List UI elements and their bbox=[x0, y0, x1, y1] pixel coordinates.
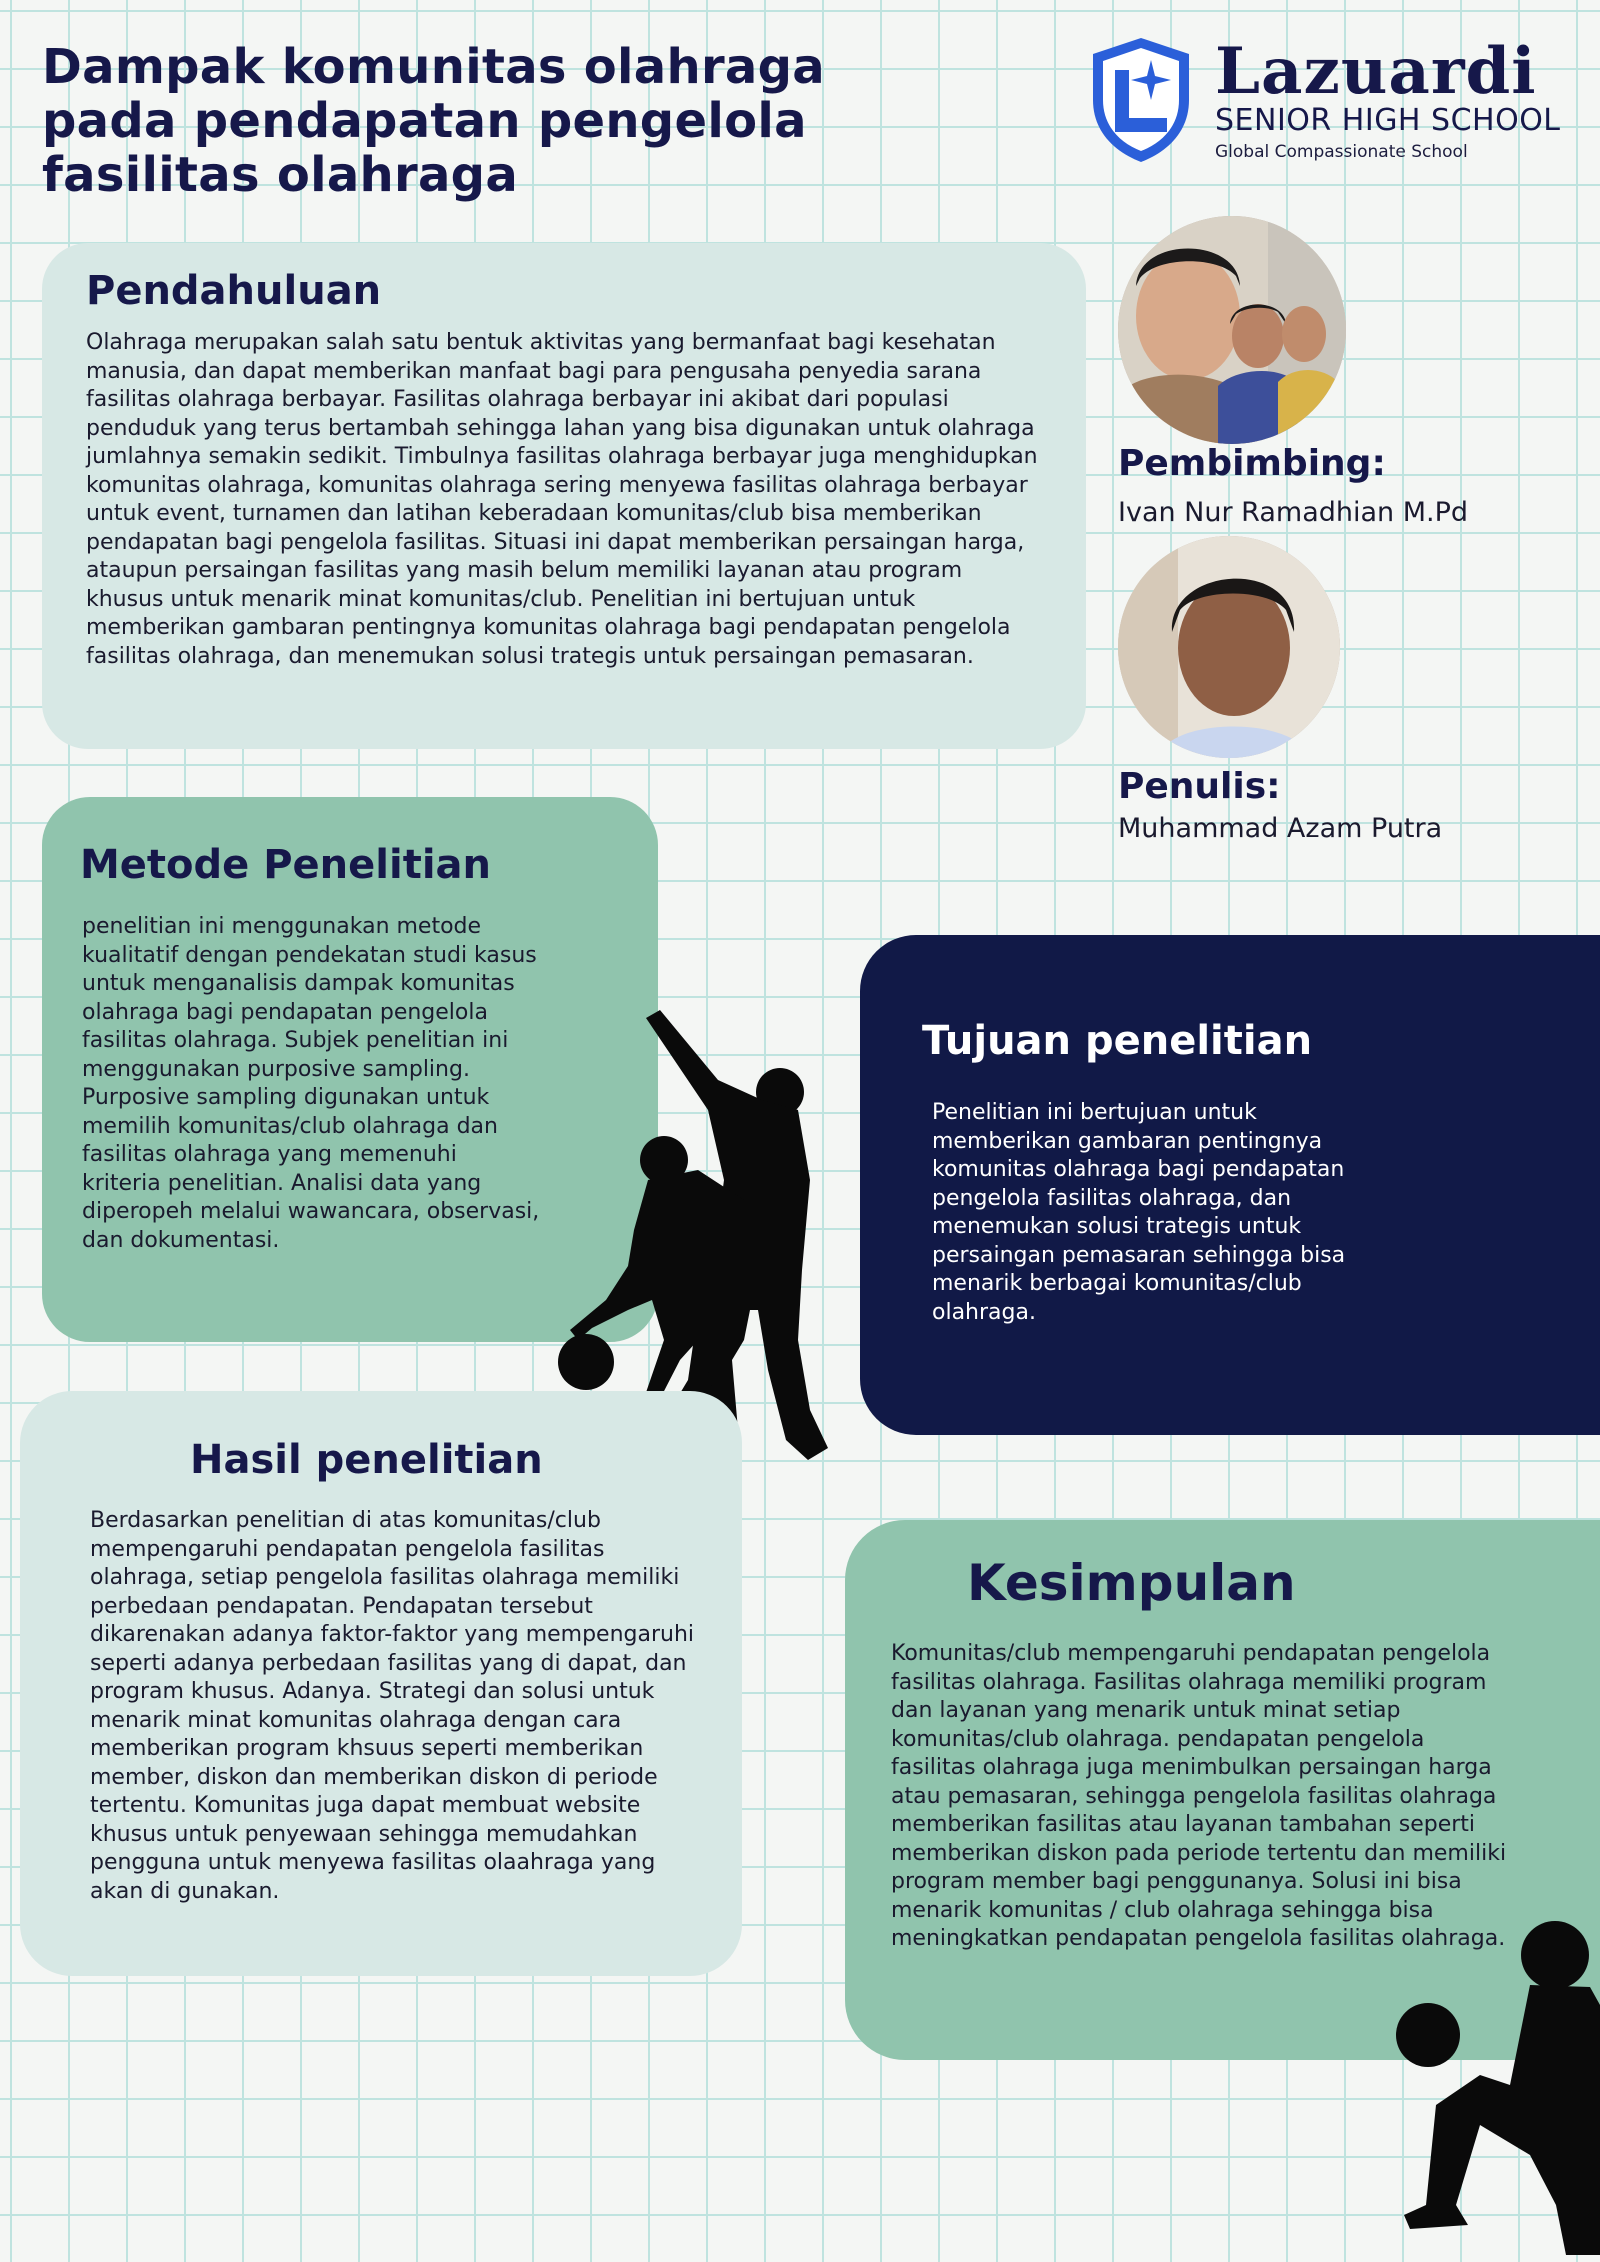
tujuan-heading: Tujuan penelitian bbox=[922, 1018, 1313, 1064]
pendahuluan-body: Olahraga merupakan salah satu bentuk aktivitas yang bermanfaat bagi kesehatan manusia, dan dapat memberikan manfaat bagi para pengusaha penyedia sarana fasilitas olahraga berbayar. Fasilitas olahraga berbayar ini akibat dari populasi penduduk yang terus bertambah sehingga lahan yang bisa digunakan untuk olahraga jumlahnya semakin sedikit. Timbulnya fasilitas olahraga berbayar juga menghidupkan komunitas olahraga, komunitas olahraga sering menyewa fasilitas olahraga berbayar untuk event, turnamen dan latihan keberadaan komunitas/club bisa memberikan pendapatan bagi pengelola fasilitas. Situasi ini dapat memberikan persaingan harga, ataupun persaingan fasilitas yang masih belum memiliki layanan atau program khusus untuk menarik minat komunitas/club. Penelitian ini bertujuan untuk memberikan gambaran pentingnya komunitas olahraga bagi pendapatan pengelola fasilitas olahraga, dan menemukan solusi trategis untuk persaingan pemasaran. bbox=[86, 330, 1038, 669]
supervisor-name: Ivan Nur Ramadhian M.Pd bbox=[1118, 497, 1469, 528]
logo-subtitle: SENIOR HIGH SCHOOL bbox=[1215, 103, 1561, 138]
logo-name: Lazuardi bbox=[1215, 34, 1537, 109]
author-name: Muhammad Azam Putra bbox=[1118, 813, 1443, 844]
metode-body: penelitian ini menggunakan metode kualitatif dengan pendekatan studi kasus untuk menganalisis dampak komunitas olahraga bagi pendapatan pengelola fasilitas olahraga. Subjek penelitian ini menggunakan purposive sampling. Purposive sampling digunakan untuk memilih komunitas/club olahraga dan fasilitas olahraga yang memenuhi kriteria penelitian. Analisi data yang diperopeh melalui wawancara, observasi, dan dokumentasi. bbox=[82, 914, 540, 1253]
hasil-heading: Hasil penelitian bbox=[190, 1437, 543, 1483]
metode-heading: Metode Penelitian bbox=[80, 842, 491, 888]
tujuan-body: Penelitian ini bertujuan untuk memberikan gambaran pentingnya komunitas olahraga bagi pendapatan pengelola fasilitas olahraga, dan menemukan solusi trategis untuk persaingan pemasaran sehingga bisa menarik berbagai komunitas/club olahraga. bbox=[932, 1100, 1346, 1325]
kesimpulan-heading: Kesimpulan bbox=[967, 1554, 1296, 1612]
football-player-silhouette-icon bbox=[1380, 1915, 1600, 2255]
pendahuluan-card bbox=[42, 243, 1086, 749]
pendahuluan-heading: Pendahuluan bbox=[86, 268, 382, 314]
poster-title: Dampak komunitas olahraga pada pendapatan pengelola fasilitas olahraga bbox=[42, 39, 825, 203]
kesimpulan-body: Komunitas/club mempengaruhi pendapatan pengelola fasilitas olahraga. Fasilitas olahraga memiliki program dan layanan yang menarik untuk minat setiap komunitas/club olahraga. pendapatan pengelola fasilitas olahraga juga menimbulkan persaingan harga atau pemasaran, sehingga pengelola fasilitas olahraga memberikan fasilitas atau layanan tambahan seperti memberikan diskon pada periode tertentu dan memiliki program member bagi penggunanya. Solusi ini bisa menarik komunitas / club olahraga sehingga bisa meningkatkan pendapatan pengelola fasilitas olahraga. bbox=[891, 1641, 1507, 1951]
supervisor-photo bbox=[1118, 216, 1346, 444]
hasil-card bbox=[20, 1391, 742, 1976]
star-shield-icon bbox=[1085, 34, 1197, 166]
hasil-body: Berdasarkan penelitian di atas komunitas/club mempengaruhi pendapatan pengelola fasilitas olahraga, setiap pengelola fasilitas olahraga memiliki perbedaan pendapatan. Pendapatan tersebut dikarenakan adanya faktor-faktor yang mempengaruhi seperti adanya perbedaan fasilitas yang di dapat, dan program khusus. Adanya. Strategi dan solusi untuk menarik minat komunitas olahraga dengan cara memberikan program khsuus seperti memberikan member, diskon dan memberikan diskon di periode tertentu. Komunitas juga dapat membuat website khusus untuk penyewaan sehingga memudahkan pengguna untuk menyewa fasilitas olaahraga yang akan di gunakan. bbox=[90, 1508, 695, 1904]
tujuan-card bbox=[860, 935, 1600, 1435]
author-photo bbox=[1118, 536, 1340, 758]
logo-tagline: Global Compassionate School bbox=[1215, 142, 1468, 162]
author-label: Penulis: bbox=[1118, 766, 1281, 807]
supervisor-label: Pembimbing: bbox=[1118, 443, 1386, 484]
